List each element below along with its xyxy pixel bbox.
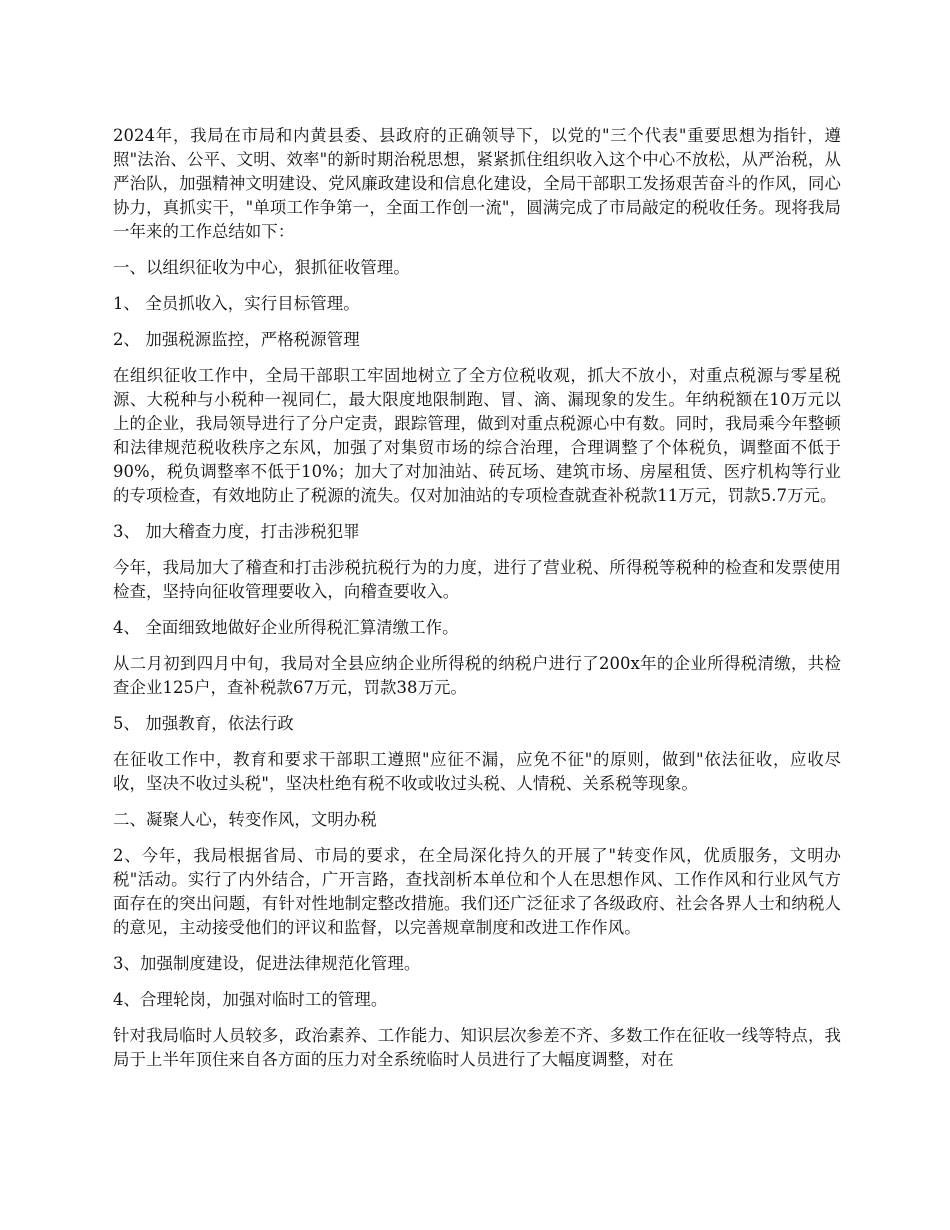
- document-body: [113, 124, 841, 1084]
- section-heading-2: 二、凝聚人心，转变作风，文明办税: [113, 810, 377, 829]
- subheading-2: 2、 加强税源监控，严格税源管理: [113, 330, 360, 349]
- intro-paragraph: 2024年，我局在市局和内黄县委、县政府的正确领导下，以党的"三个代表"重要思想为指针，遵照"法治、公平、文明、效率"的新时期治税思想，紧紧抓住组织收入这个中心不放松，从严治税，从严治队，加强精神文明建设、党风廉政建设和信息化建设，全局干部职工发扬艰苦奋斗的作风，同心协力，真抓实干，"单项工作争第一，全面工作创一流"，圆满完成了市局敲定的税收任务。现将我局一年来的工作总结如下：: [113, 126, 841, 241]
- body-paragraph-settlement: 从二月初到四月中旬，我局对全县应纳企业所得税的纳税户进行了200x年的企业所得税清缴，共检查企业125户，查补税款67万元，罚款38万元。: [113, 654, 841, 697]
- subheading-5: 5、 加强教育，依法行政: [113, 714, 294, 733]
- subheading-7: 4、合理轮岗，加强对临时工的管理。: [113, 990, 388, 1009]
- body-paragraph-tax-source: 在组织征收工作中，全局干部职工牢固地树立了全方位税收观，抓大不放小，对重点税源与零星税源、大税种与小税种一视同仁，最大限度地限制跑、冒、滴、漏现象的发生。年纳税额在10万元以上的企业，我局领导进行了分户定责，跟踪管理，做到对重点税源心中有数。同时，我局乘今年整顿和法律规范税收秩序之东风，加强了对集贸市场的综合治理，合理调整了个体税负，调整面不低于90%，税负调整率不低于10%；加大了对加油站、砖瓦场、建筑市场、房屋租赁、医疗机构等行业的专项检查，有效地防止了税源的流失。仅对加油站的专项检查就查补税款11万元，罚款5.7万元。: [113, 366, 841, 505]
- body-paragraph-inspection: 今年，我局加大了稽查和打击涉税抗税行为的力度，进行了营业税、所得税等税种的检查和发票使用检查，坚持向征收管理要收入，向稽查要收入。: [113, 558, 841, 601]
- body-paragraph-temp-staff: 针对我局临时人员较多，政治素养、工作能力、知识层次参差不齐、多数工作在征收一线等特点，我局于上半年顶住来自各方面的压力对全系统临时人员进行了大幅度调整，对在: [113, 1026, 841, 1069]
- subheading-6: 3、加强制度建设，促进法律规范化管理。: [113, 954, 421, 973]
- subheading-4: 4、 全面细致地做好企业所得税汇算清缴工作。: [113, 618, 459, 637]
- section-heading-1: 一、以组织征收为中心，狠抓征收管理。: [113, 258, 410, 277]
- body-paragraph-education: 在征收工作中，教育和要求干部职工遵照"应征不漏，应免不征"的原则，做到"依法征收，应收尽收，坚决不收过头税"，坚决杜绝有税不收或收过头税、人情税、关系税等现象。: [113, 750, 841, 793]
- subheading-1: 1、 全员抓收入，实行目标管理。: [113, 294, 360, 313]
- body-paragraph-style: 2、今年，我局根据省局、市局的要求，在全局深化持久的开展了"转变作风，优质服务，文明办税"活动。实行了内外结合，广开言路，查找剖析本单位和个人在思想作风、工作作风和行业风气方面存在的突出问题，有针对性地制定整改措施。我们还广泛征求了各级政府、社会各界人士和纳税人的意见，主动接受他们的评议和监督，以完善规章制度和改进工作作风。: [113, 846, 841, 937]
- subheading-3: 3、 加大稽查力度，打击涉税犯罪: [113, 522, 360, 541]
